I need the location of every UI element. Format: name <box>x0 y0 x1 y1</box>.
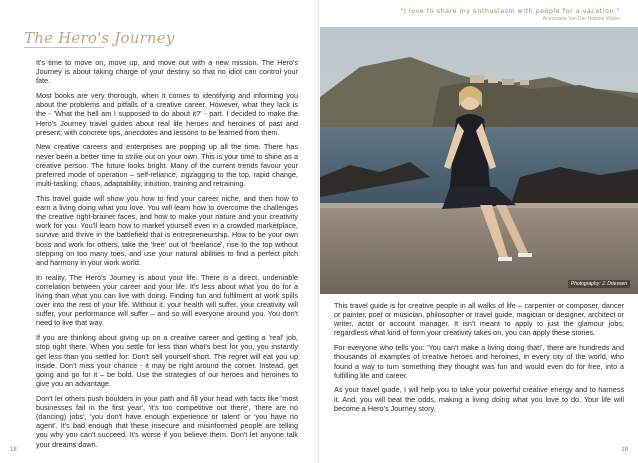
paragraph: If you are thinking about giving up on a creative career and getting a 'real' job, stop right there. When you settle for less than what's best for you, you instantly get less than you settled for: Don't sell yourself short. The regret will eat you up inside. Don't miss your chance - it may be right around the corner. Instead, get going and go for it – be bold. Use the strategies of our heroes and heroines to give you an advantage. <box>36 333 298 388</box>
left-page <box>0 0 318 463</box>
paragraph: This travel guide is for creative people in all walks of life – carpenter or composer, dancer or painter, poet or musician, philosopher or travel guide, magician or designer, architect or writer, actor or account manager. It isn't meant to apply to just the glamour jobs; regardless what kind of form your creativity takes on, you can apply these stories. <box>334 301 624 338</box>
paragraph: This travel guide will show you how to find your career niche, and then how to earn a living doing what you love. You will learn how to overcome the challenges the creative right-brainer faces, and how to make your nature and your creativity work for you. You'll learn how to market yourself even in a crowded marketplace, survive and thrive in the battlefield that is entrepreneurship. How to be your own boss and work for others, take the 'free' out of 'freelance', rise to the top without stepping on too many toes, and use your natural abilities to find a perfect pitch and harmony in your work world. <box>36 193 298 267</box>
right-body-text <box>334 301 624 419</box>
paragraph: For everyone who tells you: 'You can't make a living doing that!', there are hundreds and thousands of examples of creative heroes and heroines, in every city of the world, who found a way to turn something they thought was fun and would even do for free, into a fulfilling life and career. <box>334 343 624 380</box>
left-body-text <box>36 58 298 454</box>
pull-quote <box>401 8 620 22</box>
photo-illustration <box>320 27 638 294</box>
paragraph: New creative careers and enterprises are popping up all the time. There has never been a better time to strike out on your own. This is your time to shine as a creative person. The future looks bright. Many of the current trends favour your preferred mode of operation – self-reliance, zigzagging to the top, rapid change, multi-tasking, chaos, adaptability, intuition, training and retraining. <box>36 142 298 189</box>
paragraph: It's time to move on, move up, and move out with a new mission. The Hero's Journey is about taking charge of your destiny so that no idiot can control your fate. <box>36 58 298 86</box>
paragraph: As your travel guide, I will help you to take your powerful creative energy and to harness it. And, you will beat the odds, making a living doing what you love to do. Your life will become a Hero's Journey story. <box>334 385 624 413</box>
section-title-text: The Hero's Journey <box>24 29 175 47</box>
section-title <box>24 29 175 47</box>
quote-author: Annemarie Van Der Heijden Wiebe <box>542 16 620 22</box>
paragraph: In reality, The Hero's Journey is about your life. There is a direct, undeniable correlation between your career and your life. It's less about what you do for a living than what you can live with doing. Finding fun and fulfilment at work spills over into the rest of your life. Without it, your health will suffer, your creativity will suffer, your performance will suffer – and so will everyone around you. You don't need to live that way. <box>36 272 298 328</box>
title-underline <box>24 47 104 48</box>
right-page <box>320 0 638 463</box>
paragraph: Don't let others push boulders in your path and fill your head with facts like 'most businesses fail in the first year', 'it's too competitive out there', 'there are no (dancing) jobs', 'you don't have enough experience or talent' or 'you have no agent'. It's bad enough that these insecure and misinformed people are telling you why you can't succeed. It's worse if you believe them. Don't let anyone talk your dreams down. <box>36 393 298 449</box>
quote-text: "I love to share my enthusiasm with people for a vacation." <box>400 8 620 15</box>
photo-credit: Photography: J. Driessen <box>568 280 630 288</box>
paragraph: Most books are very thorough, when it comes to identifying and informing you about the problems and pitfalls of a creative career. However, what they lack is the - 'What the hell am I supposed to do about it?' - part. I decided to make the Hero's Journey travel guides about real life heroes and heroines of past and present; with concrete tips, anecdotes and lessons to be learned from them. <box>36 91 298 137</box>
page-number-left: 18 <box>10 447 17 453</box>
page-number-right: 19 <box>621 447 628 453</box>
portrait-photo <box>320 27 638 294</box>
